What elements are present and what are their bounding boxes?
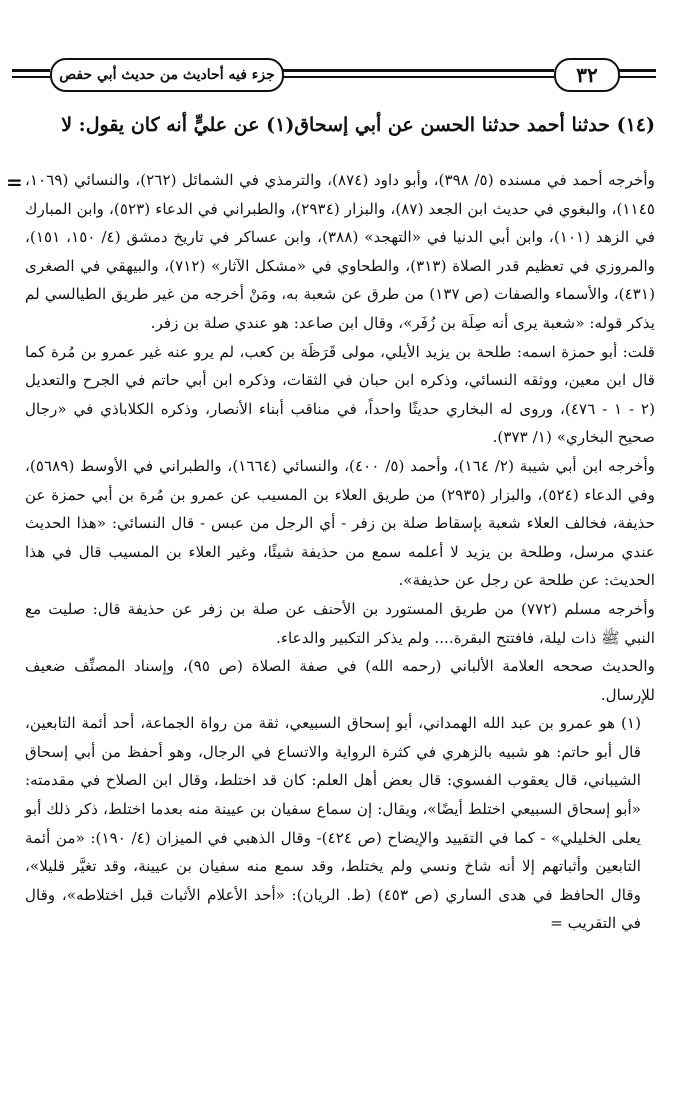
commentary-paragraph: وأخرجه ابن أبي شيبة (٢/ ١٦٤)، وأحمد (٥/ ٤٠٠)، والنسائي (١٦٦٤)، والطبراني في الأوسط (٥٦٨٩)، وفي الدعاء (٥٢٤)، والبزار (٢٩٣٥) من طريق العلاء بن المسيب عن عمرو بن مُرة بن أبي حمزة عن حذيفة، فخالف العلاء شعبة بإسقاط صلة بن زفر - أي الرجل من عبس - قال النسائي: «هذا الحديث عندي مرسل، وطلحة بن يزيد لا أعلمه سمع من حذيفة شيئًا، وغير العلاء بن المسيب قال في هذا الحديث: عن طلحة عن رجل عن حذيفة». (25, 456, 656, 590)
commentary-paragraph: وأخرجه أحمد في مسنده (٥/ ٣٩٨)، وأبو داود (٨٧٤)، والترمذي في الشمائل (٢٦٢)، والنسائي (١٠٦٩، ١١٤٥)، والبغوي في حديث ابن الجعد (٨٧)، والبزار (٢٩٣٤)، والطبراني في الدعاء (٥٢٣)، وابن المبارك في الزهد (١٠١)، وابن أبي الدنيا في «التهجد» (٣٨٨)، وابن عساكر في تاريخ دمشق (٤/ ١٥٠، ١٥١)، والمروزي في تعظيم قدر الصلاة (٣١٣)، والطحاوي في «مشكل الآثار» (٧١٢)، والبيهقي في الصغرى (٤٣١)، والأسماء والصفات (ص ١٣٧) من طرق عن شعبة به، ومَنْ أخرجه من غير طريق الطيالسي لم يذكر قوله: «شعبة يرى أنه صِلَة بن زُفَر»، وقال ابن صاعد: هو عندي صلة بن زفر. (25, 171, 656, 332)
book-title: جزء فيه أحاديث من حديث أبي حفص (50, 58, 284, 92)
commentary-paragraph: قلت: أبو حمزة اسمه: طلحة بن يزيد الأيلي، مولى قَرَظَة بن كعب، لم يرو عنه غير عمرو بن مُرة كما قال ابن معين، ووثقه النسائي، وذكره ابن حبان في الثقات، وذكره ابن أبي حاتم في الجرح والتعديل (٢ - ١ - ٤٧٦)، وروى له البخاري حديثًا واحداً، في مناقب أبناء الأنصار، وذكره الكلاباذي في «رجال صحيح البخاري» (١/ ٣٧٣). (25, 342, 656, 447)
footnote: (١) هو عمرو بن عبد الله الهمداني، أبو إسحاق السبيعي، ثقة من رواة الجماعة، أحد أئمة التابعين، قال أبو حاتم: هو شبيه بالزهري في كثرة الرواية والاتساع في الرجال، وهو أحفظ من أبي إسحاق الشيباني، قال يعقوب الفسوي: قال بعض أهل العلم: كان قد اختلط، وقال ابن الصلاح في مقدمته: «أبو إسحاق السبيعي اختلط أيضًا»، ويقال: إن سماع سفيان بن عيينة منه بعدما اختلط، ذكر ذلك أبو يعلى الخليلي» - كما في التقييد والإيضاح (ص ٤٢٤)- وقال الذهبي في الميزان (٤/ ١٩٠): «من أئمة التابعين وأثباتهم إلا أنه شاخ ونسي ولم يختلط، وقد سمع منه سفيان بن عيينة، وقد تغيَّر قليلا»، وقال الحافظ في هدى الساري (ص ٤٥٣) (ط. الريان): «أحد الأعلام الأثبات قبل اختلاطه»، وقال في التقريب = (25, 714, 641, 933)
page-header (10, 56, 665, 92)
header-rule-right (616, 69, 656, 78)
header-rule-left (12, 69, 50, 78)
header-rule-middle (280, 69, 554, 78)
page-body (25, 108, 655, 938)
commentary-paragraph: وأخرجه مسلم (٧٧٢) من طريق المستورد بن الأحنف عن صلة بن زفر عن حذيفة قال: صليت مع النبي ﷺ ذات ليلة، فافتتح البقرة.... ولم يذكر التكبير والدعاء. (25, 599, 655, 647)
hadith-text: (١٤) حدثنا أحمد حدثنا الحسن عن أبي إسحاق(١) عن عليٍّ أنه كان يقول: لا (61, 114, 655, 136)
commentary-paragraph: والحديث صححه العلامة الألباني (رحمه الله) في صفة الصلاة (ص ٩٥)، وإسناد المصنِّف ضعيف للإرسال. (25, 657, 655, 704)
page-number: ٣٢ (554, 58, 620, 92)
margin-mark: = (6, 170, 23, 194)
